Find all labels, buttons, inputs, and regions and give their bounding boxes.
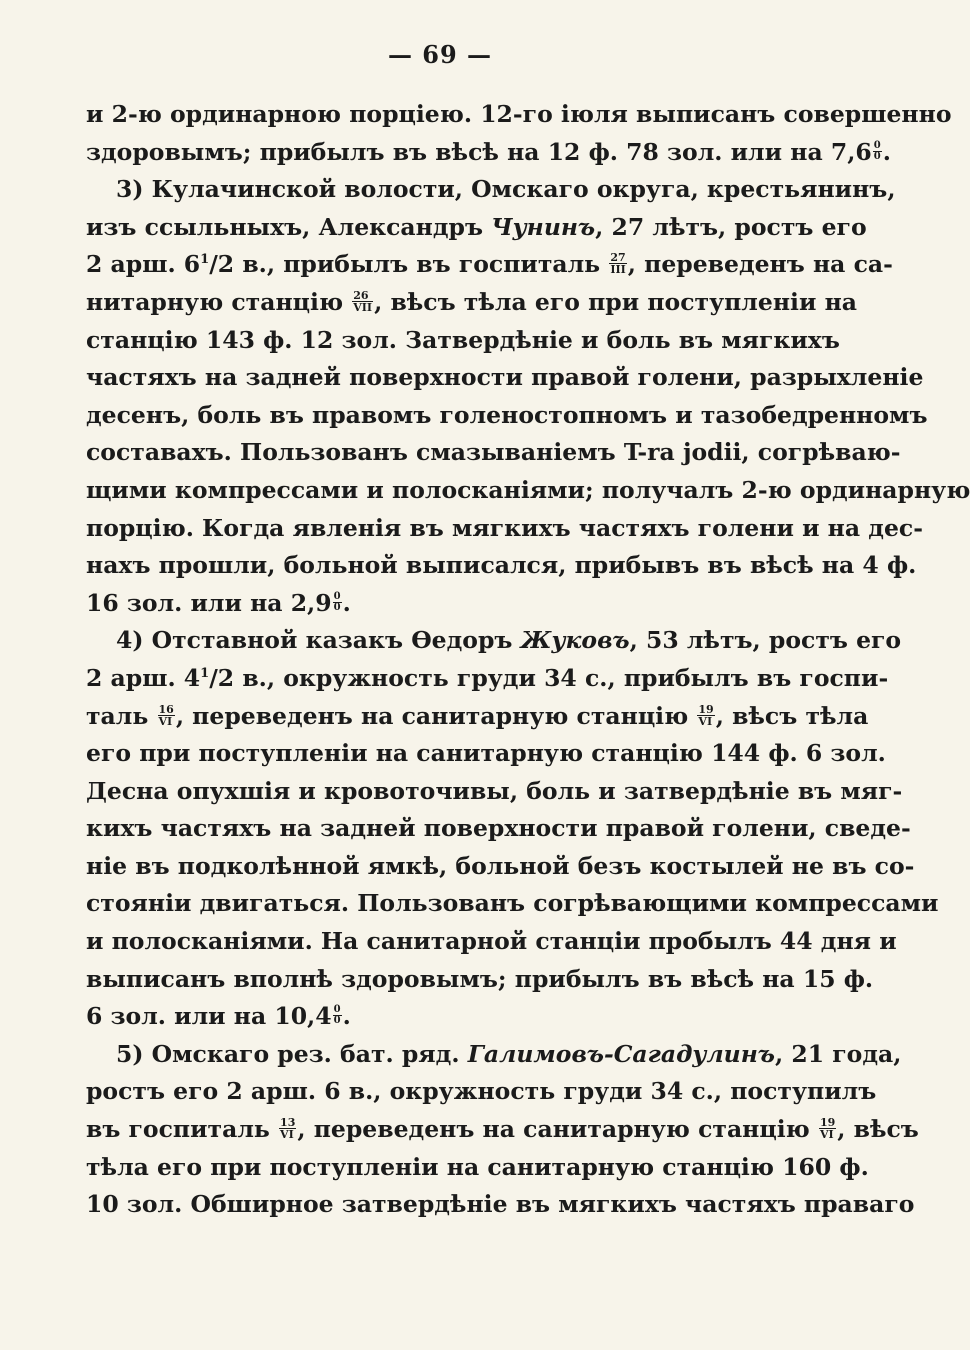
- text-segment: , вѣсъ: [837, 1115, 919, 1144]
- text-segment: здоровымъ; прибылъ въ вѣсѣ на 12 ф. 78 зол. или на 7,6: [86, 137, 872, 166]
- fraction-numerator: 0: [873, 139, 881, 151]
- text-line: [86, 773, 903, 811]
- body-text: [86, 96, 970, 1224]
- fraction-denominator: VI: [280, 1128, 294, 1142]
- percent-sign: [333, 592, 342, 613]
- text-line: [86, 885, 939, 923]
- text-line: [86, 547, 917, 585]
- text-segment: частяхъ на задней поверхности правой голени, разрыхленіе: [86, 363, 924, 392]
- text-line: [86, 246, 893, 284]
- text-segment: и 2-ю ординарною порціею. 12-го іюля выписанъ совершенно: [86, 100, 952, 128]
- text-segment: , 27 лѣтъ, ростъ его: [595, 212, 867, 241]
- text-line: [86, 660, 889, 698]
- text-line: [86, 134, 891, 172]
- italic-name: Чунинъ: [491, 212, 596, 241]
- text-segment: , 21 года,: [775, 1039, 902, 1068]
- fraction-denominator: VI: [819, 1128, 834, 1142]
- fraction-denominator: 0: [333, 601, 341, 613]
- text-line: [86, 510, 923, 548]
- text-segment: .: [342, 1002, 351, 1031]
- date-fraction: [158, 704, 175, 727]
- text-segment: 10 зол. Обширное затвердѣніе въ мягкихъ частяхъ праваго: [86, 1190, 915, 1219]
- text-segment: десенъ, боль въ правомъ голеностопномъ и тазобедренномъ: [86, 400, 928, 429]
- superscript: 1: [200, 252, 210, 268]
- text-segment: , переведенъ на санитарную станцію: [175, 701, 697, 730]
- fraction-numerator: 16: [158, 702, 174, 716]
- text-line: [86, 434, 901, 472]
- text-line: [86, 848, 915, 886]
- date-fraction: [819, 1117, 836, 1140]
- text-line: [86, 585, 804, 623]
- text-line: [86, 397, 928, 435]
- text-segment: и полосканіями. На санитарной станціи пробылъ 44 дня и: [86, 927, 897, 956]
- percent-sign: [333, 1005, 342, 1026]
- text-segment: /2 в., прибылъ въ госпиталь: [209, 250, 609, 279]
- fraction-denominator: VI: [698, 714, 713, 728]
- text-line: [86, 472, 970, 510]
- text-line: [86, 171, 896, 209]
- text-segment: таль: [86, 701, 157, 730]
- text-segment: 2 арш. 4: [86, 663, 201, 692]
- text-line: [86, 1111, 919, 1149]
- text-segment: .: [882, 137, 891, 166]
- fraction-denominator: VI: [158, 714, 173, 728]
- text-segment: , 53 лѣтъ, ростъ его: [629, 626, 902, 655]
- text-segment: Десна опухшія и кровоточивы, боль и затвердѣніе въ мяг-: [86, 776, 903, 805]
- text-line: [86, 622, 902, 660]
- fraction-numerator: 19: [819, 1116, 836, 1130]
- text-segment: , вѣсъ тѣла: [715, 701, 869, 730]
- text-segment: /2 в., окружность груди 34 с., прибылъ въ госпи-: [209, 663, 889, 692]
- text-segment: 3) Кулачинской волости, Омскаго округа, крестьянинъ,: [116, 175, 896, 204]
- text-segment: нахъ прошли, больной выписался, прибывъ въ вѣсѣ на 4 ф.: [86, 551, 917, 580]
- text-segment: тѣла его при поступленіи на санитарную станцію 160 ф.: [86, 1152, 869, 1181]
- fraction-numerator: 13: [280, 1116, 296, 1130]
- text-segment: ростъ его 2 арш. 6 в., окружность груди 34 с., поступилъ: [86, 1077, 877, 1106]
- text-line: [86, 810, 911, 848]
- fraction-denominator: VII: [353, 300, 373, 314]
- text-line: [86, 322, 840, 360]
- text-segment: въ госпиталь: [86, 1115, 279, 1144]
- text-segment: 4) Отставной казакъ Ѳедоръ: [116, 626, 521, 655]
- text-segment: станцію 143 ф. 12 зол. Затвердѣніе и боль въ мягкихъ: [86, 325, 840, 354]
- date-fraction: [609, 252, 626, 275]
- text-line: [86, 1036, 902, 1074]
- fraction-numerator: 19: [698, 702, 714, 716]
- text-line: [86, 1073, 877, 1111]
- text-segment: изъ ссыльныхъ, Александръ: [86, 212, 492, 241]
- date-fraction: [697, 704, 714, 727]
- text-segment: кихъ частяхъ на задней поверхности правой голени, сведе-: [86, 814, 911, 843]
- text-line: [86, 1186, 915, 1224]
- text-segment: , переведенъ на са-: [627, 250, 893, 279]
- text-line: [86, 209, 867, 247]
- text-segment: , переведенъ на санитарную станцію: [297, 1115, 818, 1144]
- text-segment: его при поступленіи на санитарную станцію 144 ф. 6 зол.: [86, 739, 886, 768]
- text-segment: .: [342, 588, 351, 617]
- fraction-numerator: 27: [610, 251, 626, 265]
- fraction-denominator: 0: [873, 150, 881, 162]
- fraction-denominator: III: [610, 263, 626, 277]
- text-line: [86, 698, 869, 736]
- text-line: [86, 359, 924, 397]
- text-segment: 6 зол. или на 10,4: [86, 1002, 332, 1031]
- text-line: [86, 1149, 869, 1187]
- text-line: [86, 961, 874, 999]
- text-segment: , вѣсъ тѣла его при поступленіи на: [374, 287, 857, 316]
- fraction-numerator: 0: [333, 1004, 341, 1016]
- text-line: [86, 96, 952, 134]
- text-segment: выписанъ вполнѣ здоровымъ; прибылъ въ вѣсѣ на 15 ф.: [86, 964, 874, 993]
- text-line: [86, 998, 804, 1036]
- text-segment: щими компрессами и полосканіями; получалъ 2-ю ординарную: [86, 475, 970, 504]
- text-line: [86, 284, 857, 322]
- text-line: [86, 923, 897, 961]
- date-fraction: [279, 1117, 296, 1140]
- page-number: — 69 —: [387, 40, 493, 69]
- fraction-numerator: 0: [333, 590, 341, 602]
- text-segment: 2 арш. 6: [86, 250, 201, 279]
- text-segment: стояніи двигаться. Пользованъ согрѣвающими компрессами: [86, 889, 939, 918]
- fraction-denominator: 0: [333, 1015, 341, 1027]
- text-line: [86, 735, 886, 773]
- fraction-numerator: 26: [352, 290, 373, 302]
- text-segment: нитарную станцію: [86, 287, 352, 316]
- superscript: 1: [200, 666, 210, 682]
- text-segment: ніе въ подколѣнной ямкѣ, больной безъ костылей не въ со-: [86, 851, 915, 880]
- italic-name: Галимовъ-Сагадулинъ: [467, 1039, 775, 1068]
- text-segment: порцію. Когда явленія въ мягкихъ частяхъ голени и на дес-: [86, 513, 923, 542]
- italic-name: Жуковъ: [520, 626, 630, 655]
- date-fraction: [352, 290, 373, 313]
- text-segment: составахъ. Пользованъ смазываніемъ T-ra jodii, согрѣваю-: [86, 438, 901, 467]
- text-segment: 5) Омскаго рез. бат. ряд.: [116, 1039, 468, 1068]
- percent-sign: [873, 141, 882, 162]
- text-segment: 16 зол. или на 2,9: [86, 588, 332, 617]
